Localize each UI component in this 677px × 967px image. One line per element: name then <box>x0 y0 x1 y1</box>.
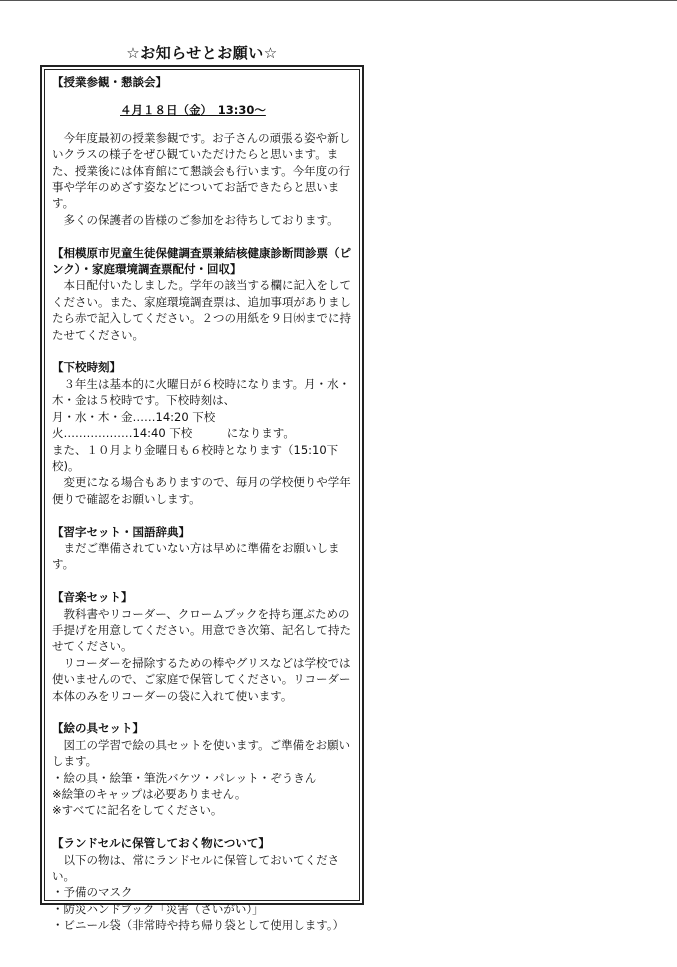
notice-box <box>40 65 364 933</box>
paragraph: 今年度最初の授業参観です。お子さんの頑張る姿や新しいクラスの様子をぜひ観ていただけたらと思います。また、授業後には体育館にて懇談会も行います。今年度の行事や学年のめざす姿などについてお話できたらと思います。 <box>52 130 351 211</box>
section-heading: 【絵の具セット】 <box>52 721 144 736</box>
notice-title: ☆お知らせとお願い☆ <box>126 44 278 62</box>
paragraph: ３年生は基本的に火曜日が６校時になります。月・水・木・金は５校時です。下校時刻は、 <box>52 376 351 408</box>
paragraph: まだご準備されていない方は早めに準備をお願いします。 <box>52 540 340 572</box>
list-item: ・防災ハンドブック「災害（さいがい）」 <box>52 901 264 916</box>
notice-box-inner <box>44 69 360 933</box>
paragraph: 変更になる場合もありますので、毎月の学校便りや学年便りで確認をお願いします。 <box>52 475 351 506</box>
note-line: ※すべてに記名をしてください。 <box>52 803 223 818</box>
section-heading: 【下校時刻】 <box>52 360 121 375</box>
paragraph: 教科書やリコーダー、クロームブックを持ち運ぶための手提げを用意してください。用意でき次第、記名して持たせてください。 <box>52 606 351 654</box>
paragraph: 多くの保護者の皆様のご参加をお待ちしております。 <box>63 212 339 227</box>
list-item: ・ビニール袋（非常時や持ち帰り袋として使用します。） <box>52 918 345 933</box>
paragraph: また、１０月より金曜日も６校時となります（15:10下校)。 <box>52 442 339 473</box>
paragraph: 図工の学習で絵の具セットを使います。ご準備をお願いします。 <box>52 737 351 769</box>
list-item: ・予備のマスク <box>52 885 133 900</box>
section-paint-set <box>52 720 354 818</box>
top-rule <box>0 0 677 1</box>
section-calligraphy-dictionary <box>52 524 354 573</box>
schedule-line: 火………………14:40 下校 になります。 <box>52 426 295 441</box>
section-dismissal-time <box>52 359 354 507</box>
section-heading: 【相模原市児童生徒保健調査票兼結核健康診断問診票（ピンク）・家庭環境調査票配付・回収】 <box>52 245 351 277</box>
list-item: ・絵の具・絵筆・筆洗バケツ・パレット・ぞうきん <box>52 770 317 785</box>
paragraph: リコーダーを掃除するための棒やグリスなどは学校では使いませんので、ご家庭で保管してください。リコーダー本体のみをリコーダーの袋に入れて使います。 <box>52 655 351 703</box>
event-date: ４月１８日（金） 13:30～ <box>120 102 266 117</box>
section-heading: 【習字セット・国語辞典】 <box>52 524 190 539</box>
paragraph: 以下の物は、常にランドセルに保管しておいてください。 <box>52 852 340 883</box>
section-heading: 【ランドセルに保管しておく物について】 <box>52 836 270 851</box>
section-open-class <box>52 74 354 228</box>
section-heading: 【授業参観・懇談会】 <box>52 75 167 89</box>
section-music-set <box>52 589 354 704</box>
paragraph: 本日配付いたしました。学年の該当する欄に記入をしてください。また、家庭環境調査票は、追加事項がありましたら赤で記入してください。２つの用紙を９日㈬までに持たせてください。 <box>52 278 351 342</box>
section-heading: 【音楽セット】 <box>52 590 133 605</box>
section-backpack-items <box>52 835 354 933</box>
schedule-line: 月・水・木・金……14:20 下校 <box>52 409 216 424</box>
note-line: ※絵筆のキャップは必要ありません。 <box>52 786 247 801</box>
section-health-survey <box>52 245 354 343</box>
